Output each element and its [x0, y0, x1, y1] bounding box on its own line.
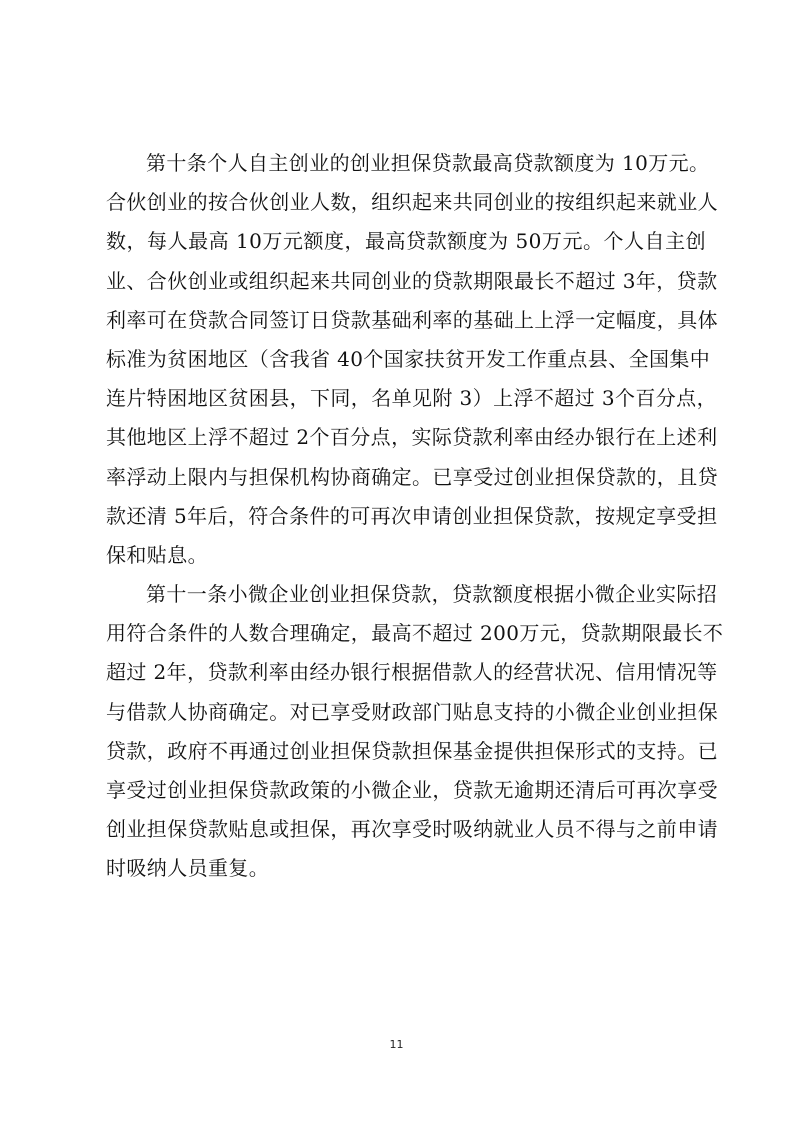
- text-line: 利率可在贷款合同签订日贷款基础利率的基础上上浮一定幅度，具体: [106, 307, 718, 332]
- text-line: 其他地区上浮不超过 2个百分点，实际贷款利率由经办银行在上述利: [106, 425, 718, 450]
- text-line: 合伙创业的按合伙创业人数，组织起来共同创业的按组织起来就业人: [106, 190, 718, 215]
- text-line: 连片特困地区贫困县，下同，名单见附 3）上浮不超过 3个百分点，: [106, 386, 717, 411]
- text-line: 时吸纳人员重复。: [106, 856, 270, 881]
- paragraph-article-10: [106, 144, 718, 575]
- text-line: 创业担保贷款贴息或担保，再次享受时吸纳就业人员不得与之前申请: [106, 817, 718, 842]
- text-line: 标准为贫困地区（含我省 40个国家扶贫开发工作重点县、全国集中: [106, 346, 711, 371]
- text-line: 保和贴息。: [106, 542, 208, 567]
- text-line: 超过 2年，贷款利率由经办银行根据借款人的经营状况、信用情况等: [106, 660, 718, 685]
- text-line: 与借款人协商确定。对已享受财政部门贴息支持的小微企业创业担保: [106, 699, 718, 724]
- document-body: [106, 144, 724, 889]
- paragraph-article-11: [106, 575, 724, 889]
- text-line: 用符合条件的人数合理确定，最高不超过 200万元，贷款期限最长不: [106, 621, 724, 646]
- text-line: 率浮动上限内与担保机构协商确定。已享受过创业担保贷款的，且贷: [106, 464, 718, 489]
- text-line: 款还清 5年后，符合条件的可再次申请创业担保贷款，按规定享受担: [106, 503, 718, 528]
- text-line: 第十一条小微企业创业担保贷款，贷款额度根据小微企业实际招: [146, 582, 718, 607]
- page-number: 11: [389, 1038, 404, 1051]
- text-line: 享受过创业担保贷款政策的小微企业，贷款无逾期还清后可再次享受: [106, 778, 718, 802]
- text-line: 贷款，政府不再通过创业担保贷款担保基金提供担保形式的支持。已: [106, 738, 718, 763]
- text-line: 数，每人最高 10万元额度，最高贷款额度为 50万元。个人自主创: [106, 229, 706, 254]
- text-line: 第十条个人自主创业的创业担保贷款最高贷款额度为 10万元。: [146, 151, 710, 175]
- text-line: 业、合伙创业或组织起来共同创业的贷款期限最长不超过 3年，贷款: [106, 268, 718, 293]
